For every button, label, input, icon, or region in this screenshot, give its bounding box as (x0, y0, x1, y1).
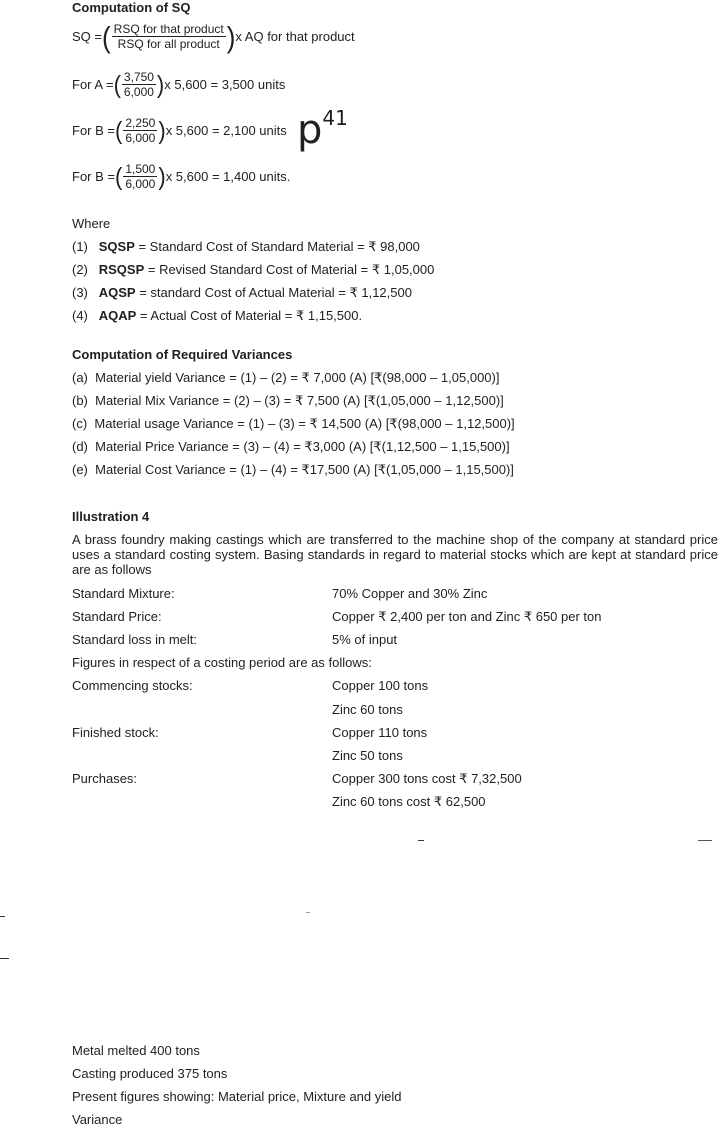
footer-line: Present figures showing: Material price, Mixture and yield (72, 1089, 402, 1104)
purchases-value: Zinc 60 tons cost ₹ 62,500 (332, 794, 486, 809)
variance-item (72, 370, 499, 386)
finished-value: Zinc 50 tons (332, 748, 403, 763)
sq-row-numerator: 3,750 (123, 70, 154, 84)
sq-formula-numerator: RSQ for that product (113, 22, 224, 36)
sq-row-result: x 5,600 = 3,500 units (164, 77, 286, 92)
item-number: (4) (72, 308, 88, 323)
standard-value: 5% of input (332, 632, 398, 647)
item-text: Material usage Variance = (1) – (3) = ₹ 14,500 (A) [₹(98,000 – 1,12,500)] (94, 416, 515, 431)
scan-mark (306, 912, 310, 913)
figures-intro: Figures in respect of a costing period are as follows: (72, 655, 372, 670)
where-heading: Where (72, 216, 111, 231)
footer-line: Variance (72, 1112, 123, 1127)
left-paren: ( (115, 161, 123, 191)
where-item (72, 308, 362, 324)
commencing-label: Commencing stocks: (72, 678, 193, 693)
sq-formula (72, 19, 355, 54)
item-abbr: AQSP (98, 285, 136, 300)
commencing-value: Zinc 60 tons (332, 702, 403, 717)
sq-row-fraction (123, 116, 157, 145)
item-number: (b) (72, 393, 88, 408)
sq-formula-rhs: x AQ for that product (235, 29, 355, 44)
footer-line: Casting produced 375 tons (72, 1066, 228, 1081)
commencing-value: Copper 100 tons (332, 678, 429, 693)
sq-formula-lhs: SQ = (72, 29, 102, 44)
sq-row-denominator: 6,000 (125, 131, 156, 145)
left-paren: ( (115, 115, 123, 145)
item-text: = Revised Standard Cost of Material = ₹ 1,05,000 (144, 262, 435, 277)
scan-mark (0, 958, 9, 959)
sq-row-denominator: 6,000 (125, 177, 156, 191)
sq-row-label: For B = (72, 123, 115, 138)
variance-item (72, 416, 515, 432)
scan-mark (0, 916, 5, 917)
page-marker-number: 41 (322, 106, 348, 130)
left-paren: ( (102, 19, 111, 54)
sq-row-result: x 5,600 = 2,100 units (165, 123, 287, 138)
item-number: (1) (72, 239, 88, 254)
illustration-paragraph: A brass foundry making castings which are transferred to the machine shop of the company at standard price uses a standard costing system. Basing standards in regard to material stocks which are kept at standard price are as follows (72, 532, 718, 577)
variance-item (72, 439, 510, 455)
finished-label: Finished stock: (72, 725, 159, 740)
sq-row-a (72, 70, 285, 99)
sq-row-numerator: 1,500 (125, 162, 156, 176)
item-number: (2) (72, 262, 88, 277)
sq-row-b (72, 116, 287, 145)
item-abbr: SQSP (98, 239, 135, 254)
item-number: (3) (72, 285, 88, 300)
right-paren: ) (156, 69, 165, 99)
item-text: Material Mix Variance = (2) – (3) = ₹ 7,500 (A) [₹(1,05,000 – 1,12,500)] (95, 393, 504, 408)
illustration-heading: Illustration 4 (72, 509, 150, 524)
where-item (72, 285, 412, 301)
page-marker-letter: p (297, 107, 323, 153)
item-abbr: RSQSP (98, 262, 145, 277)
right-paren: ) (158, 115, 166, 145)
variances-heading: Computation of Required Variances (72, 347, 293, 362)
sq-row-label: For B = (72, 169, 115, 184)
sq-formula-denominator: RSQ for all product (117, 37, 220, 51)
variance-item (72, 462, 514, 478)
item-number: (e) (72, 462, 88, 477)
sq-formula-fraction (112, 22, 226, 51)
where-item (72, 262, 434, 278)
footer-line: Metal melted 400 tons (72, 1043, 200, 1058)
sq-row-label: For A = (72, 77, 114, 92)
variance-item (72, 393, 504, 409)
sq-row-denominator: 6,000 (123, 85, 154, 99)
sq-row-fraction (123, 162, 157, 191)
standard-label: Standard Mixture: (72, 586, 175, 601)
standard-value: 70% Copper and 30% Zinc (332, 586, 488, 601)
item-text: Material yield Variance = (1) – (2) = ₹ 7,000 (A) [₹(98,000 – 1,05,000)] (95, 370, 500, 385)
item-text: = Actual Cost of Material = ₹ 1,15,500. (136, 308, 363, 323)
where-item (72, 239, 420, 255)
scan-mark (418, 840, 424, 841)
sq-row-fraction (122, 70, 156, 99)
left-paren: ( (113, 69, 121, 99)
item-number: (d) (72, 439, 88, 454)
sq-row-numerator: 2,250 (125, 116, 156, 130)
item-number: (c) (72, 416, 88, 431)
sq-row-result: x 5,600 = 1,400 units. (165, 169, 291, 184)
item-text: Material Cost Variance = (1) – (4) = ₹17,500 (A) [₹(1,05,000 – 1,15,500)] (95, 462, 514, 477)
purchases-value: Copper 300 tons cost ₹ 7,32,500 (332, 771, 522, 786)
item-number: (a) (72, 370, 88, 385)
standard-label: Standard Price: (72, 609, 162, 624)
standard-label: Standard loss in melt: (72, 632, 198, 647)
item-text: = standard Cost of Actual Material = ₹ 1,12,500 (135, 285, 412, 300)
right-paren: ) (158, 161, 166, 191)
scan-mark (698, 840, 712, 841)
sq-row-c (72, 162, 290, 191)
sq-heading: Computation of SQ (72, 0, 191, 15)
page-marker (297, 98, 348, 153)
finished-value: Copper 110 tons (332, 725, 428, 740)
purchases-label: Purchases: (72, 771, 138, 786)
item-abbr: AQAP (98, 308, 137, 323)
item-text: Material Price Variance = (3) – (4) = ₹3,000 (A) [₹(1,12,500 – 1,15,500)] (95, 439, 510, 454)
item-text: = Standard Cost of Standard Material = ₹ 98,000 (134, 239, 420, 254)
right-paren: ) (226, 19, 236, 54)
standard-value: Copper ₹ 2,400 per ton and Zinc ₹ 650 per ton (332, 609, 602, 624)
